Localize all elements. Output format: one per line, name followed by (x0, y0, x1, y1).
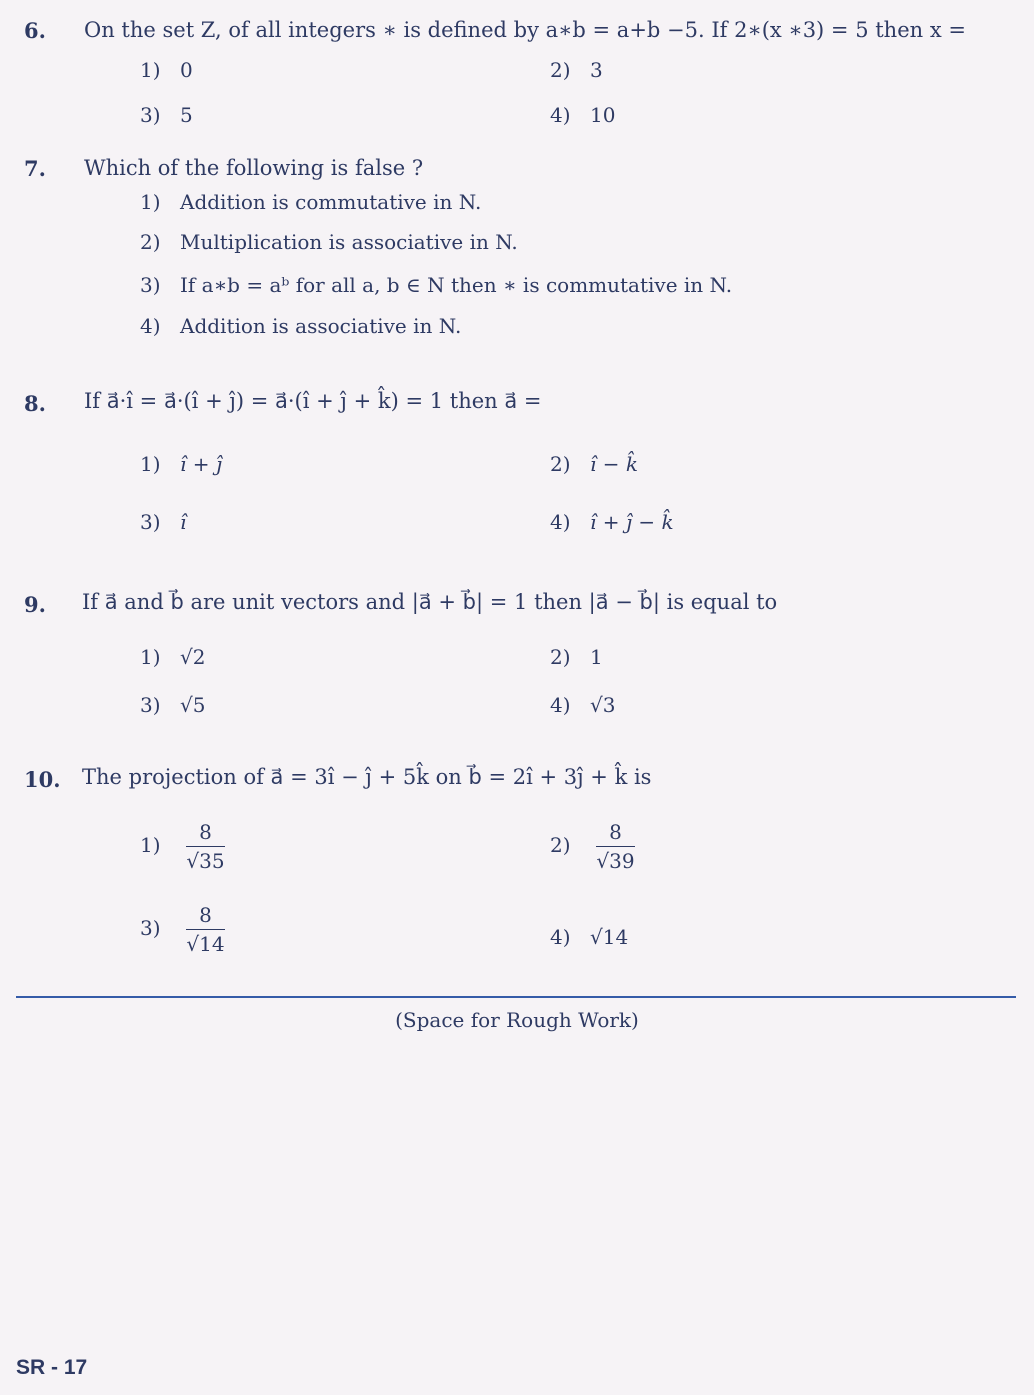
question-10-option-4 (550, 925, 628, 949)
question-9-option-1 (140, 645, 205, 669)
option-text: √3 (590, 693, 616, 717)
option-text: √5 (180, 693, 206, 717)
option-number: 4) (550, 925, 571, 949)
option-text: 0 (180, 58, 193, 82)
question-7-option-2 (140, 230, 518, 254)
option-text: Multiplication is associative in N. (180, 230, 518, 254)
option-number: 4) (550, 510, 571, 534)
option-text: 10 (590, 103, 616, 127)
question-9-option-2 (550, 645, 603, 669)
question-6-number: 6. (24, 18, 46, 43)
option-text: √14 (590, 925, 629, 949)
fraction-denominator: √14 (186, 932, 225, 956)
question-6-option-1 (140, 58, 193, 82)
question-9-option-3 (140, 693, 205, 717)
question-7-option-1 (140, 190, 481, 214)
option-text: Addition is associative in N. (180, 314, 462, 338)
option-text: 1 (590, 645, 603, 669)
option-number: 1) (140, 452, 161, 476)
question-7-option-4 (140, 314, 461, 338)
question-8-option-2 (550, 452, 638, 476)
fraction (186, 903, 224, 956)
question-9-text: If a⃗ and b⃗ are unit vectors and |a⃗ + b⃗| = 1 then |a⃗ − b⃗| is equal to (82, 590, 778, 614)
question-8-option-4 (550, 510, 674, 534)
option-number: 3) (140, 510, 161, 534)
question-6-text: On the set Z, of all integers ∗ is defined by a∗b = a+b −5. If 2∗(x ∗3) = 5 then x = (84, 18, 966, 42)
option-number: 2) (550, 452, 571, 476)
option-text: 5 (180, 103, 193, 127)
option-number: 2) (550, 833, 571, 857)
question-10-number: 10. (24, 767, 61, 792)
option-number: 1) (140, 645, 161, 669)
option-text: If a∗b = aᵇ for all a, b ∈ N then ∗ is commutative in N. (180, 273, 733, 297)
option-text: î + ĵ − k̂ (590, 510, 674, 534)
question-7-option-3 (140, 273, 732, 297)
question-6-option-3 (140, 103, 193, 127)
option-number: 1) (140, 190, 161, 214)
option-text: 3 (590, 58, 603, 82)
option-number: 3) (140, 916, 161, 940)
page-code: SR - 17 (16, 1356, 88, 1379)
fraction-numerator: 8 (186, 903, 224, 930)
fraction-denominator: √35 (186, 849, 225, 873)
option-number: 4) (140, 314, 161, 338)
fraction (186, 820, 224, 873)
fraction (596, 820, 634, 873)
option-text: î (180, 510, 187, 534)
fraction-numerator: 8 (596, 820, 634, 847)
question-8-option-3 (140, 510, 186, 534)
option-number: 2) (550, 58, 571, 82)
divider-rule (16, 996, 1016, 998)
option-number: 3) (140, 693, 161, 717)
question-10-option-3 (140, 903, 225, 956)
fraction-numerator: 8 (186, 820, 224, 847)
option-text: Addition is commutative in N. (180, 190, 482, 214)
question-7-text: Which of the following is false ? (84, 156, 424, 180)
option-number: 3) (140, 103, 161, 127)
rough-work-label: (Space for Rough Work) (395, 1008, 639, 1032)
question-10-option-2 (550, 820, 635, 873)
option-number: 2) (550, 645, 571, 669)
option-text: √2 (180, 645, 206, 669)
question-8-number: 8. (24, 391, 46, 416)
option-number: 1) (140, 58, 161, 82)
option-number: 1) (140, 833, 161, 857)
option-text: î − k̂ (590, 452, 638, 476)
question-7-number: 7. (24, 156, 46, 181)
question-6-option-4 (550, 103, 615, 127)
question-8-text: If a⃗·î = a⃗·(î + ĵ) = a⃗·(î + ĵ + k̂) = 1 then a⃗ = (84, 389, 542, 413)
question-10-text: The projection of a⃗ = 3î − ĵ + 5k̂ on b⃗ = 2î + 3ĵ + k̂ is (82, 765, 652, 789)
question-8-option-1 (140, 452, 222, 476)
question-9-number: 9. (24, 592, 46, 617)
question-10-option-1 (140, 820, 225, 873)
option-number: 4) (550, 693, 571, 717)
option-number: 4) (550, 103, 571, 127)
option-number: 3) (140, 273, 161, 297)
option-number: 2) (140, 230, 161, 254)
fraction-denominator: √39 (596, 849, 635, 873)
option-text: î + ĵ (180, 452, 223, 476)
question-9-option-4 (550, 693, 615, 717)
question-6-option-2 (550, 58, 603, 82)
